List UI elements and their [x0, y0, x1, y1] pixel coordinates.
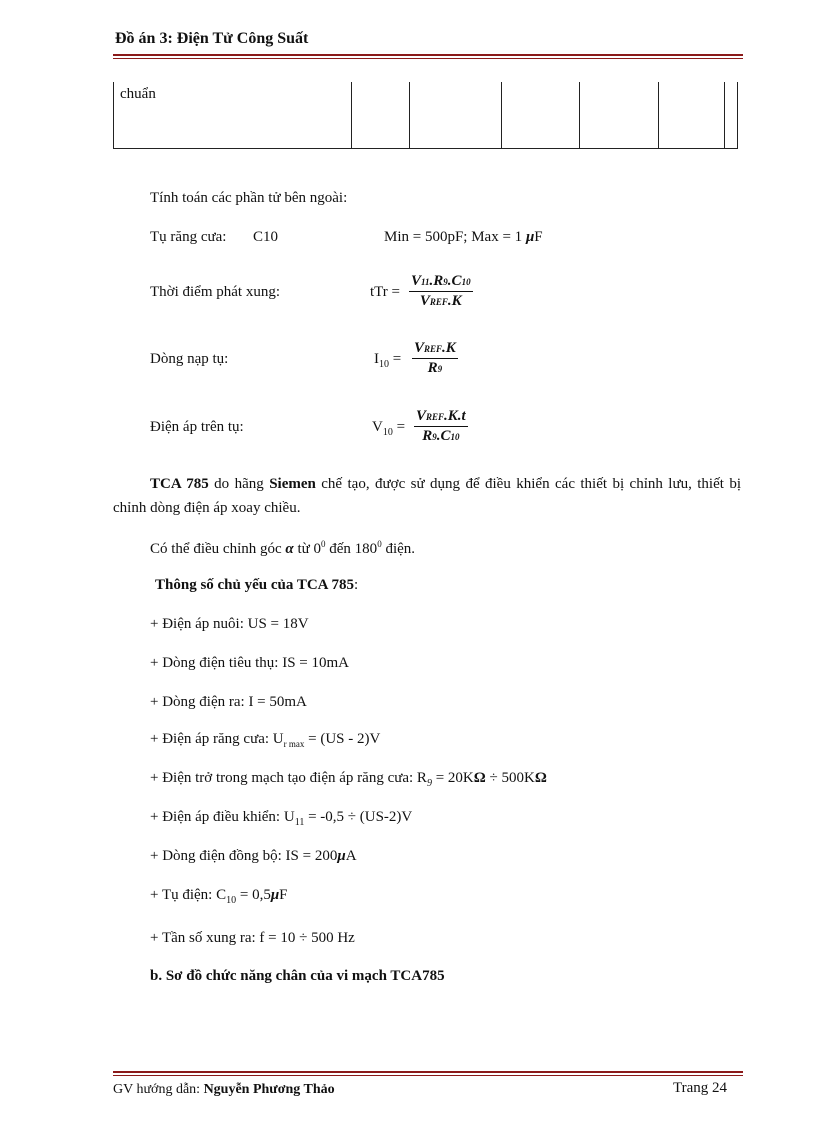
current-label: Dòng nạp tụ:	[150, 351, 229, 367]
mu-symbol: μ	[270, 887, 280, 903]
table-cell	[410, 82, 502, 149]
pulse-formula-lhs: tTr =	[370, 284, 401, 300]
footer-rule-top	[113, 1071, 743, 1073]
calc-intro: Tính toán các phần tử bên ngoài:	[150, 190, 348, 206]
alpha-symbol: α	[285, 541, 294, 557]
footer-page-number: Trang 24	[673, 1080, 728, 1096]
capacitor-range: Min = 500pF; Max = 1 μF	[384, 229, 543, 245]
omega-symbol: Ω	[534, 770, 547, 786]
table-cell: chuẩn	[114, 82, 352, 149]
spec-control-voltage: + Điện áp điều khiển: $U_{11} = -0,5 \div (US-2)V$	[150, 809, 413, 828]
angle-range-text: Có thể điều chỉnh góc α từ $0^0$ đến $180^0$ điện.	[150, 539, 416, 557]
subsection-heading: b. Sơ đồ chức năng chân của vi mạch TCA785	[150, 968, 445, 984]
mu-symbol: μ	[337, 848, 346, 864]
header-rule-bottom	[113, 58, 743, 59]
table-row	[114, 82, 738, 149]
tca785-description: TCA 785 do hãng Siemen chế tạo, được sử dụng để điều khiển các thiết bị chỉnh lưu, thiết bị chỉnh dòng điện áp xoay chiều.	[113, 476, 742, 516]
document-header-title: Đồ án 3: Điện Tử Công Suất	[115, 30, 309, 47]
omega-symbol: Ω	[473, 770, 486, 786]
capacitor-name: C10	[253, 229, 279, 245]
mu-symbol: μ	[525, 229, 535, 245]
table-cell	[725, 82, 738, 149]
voltage-label: Điện áp trên tụ:	[150, 419, 244, 435]
current-formula-lhs: $I_{10}$ =	[374, 351, 402, 370]
spec-output-current: + Dòng điện ra: I = 50mA	[150, 694, 307, 710]
table-cell	[658, 82, 724, 149]
spec-supply-current: + Dòng điện tiêu thụ: IS = 10mA	[150, 655, 349, 671]
voltage-formula-lhs: $V_{10}$ =	[372, 419, 406, 438]
voltage-formula-fraction: VREF.K.t R9.C10	[416, 408, 466, 444]
current-formula-fraction: VREF.K R9	[414, 340, 456, 376]
specification-table-fragment	[113, 82, 738, 149]
footer-advisor: GV hướng dẫn: Nguyễn Phương Thảo	[113, 1082, 335, 1097]
table-cell	[580, 82, 658, 149]
table-cell	[351, 82, 409, 149]
spec-ramp-voltage: + Điện áp răng cưa: $U_{r max} = (US - 2)V$	[150, 731, 381, 749]
table-cell	[502, 82, 580, 149]
spec-ramp-resistor: + Điện trở trong mạch tạo điện áp răng cưa: $R_9 = 20K\Omega \div 500K\Omega$	[150, 770, 547, 789]
spec-output-frequency: + Tần số xung ra: f = 10 ÷ 500 Hz	[150, 930, 355, 946]
header-rule-top	[113, 54, 743, 56]
pulse-formula-fraction: V11.R9.C10 VREF.K	[411, 273, 471, 309]
spec-capacitor: + Tụ điện: $C_{10} = 0,5\mu F$	[150, 887, 288, 906]
capacitor-label: Tụ răng cưa:	[150, 229, 227, 245]
spec-sync-current: + Dòng điện đồng bộ: IS = 200μA	[150, 848, 357, 864]
pulse-label: Thời điểm phát xung:	[150, 284, 280, 300]
specs-heading: Thông số chủ yếu của TCA 785:	[155, 577, 359, 593]
footer-rule-bottom	[113, 1075, 743, 1076]
spec-supply-voltage: + Điện áp nuôi: US = 18V	[150, 616, 309, 632]
